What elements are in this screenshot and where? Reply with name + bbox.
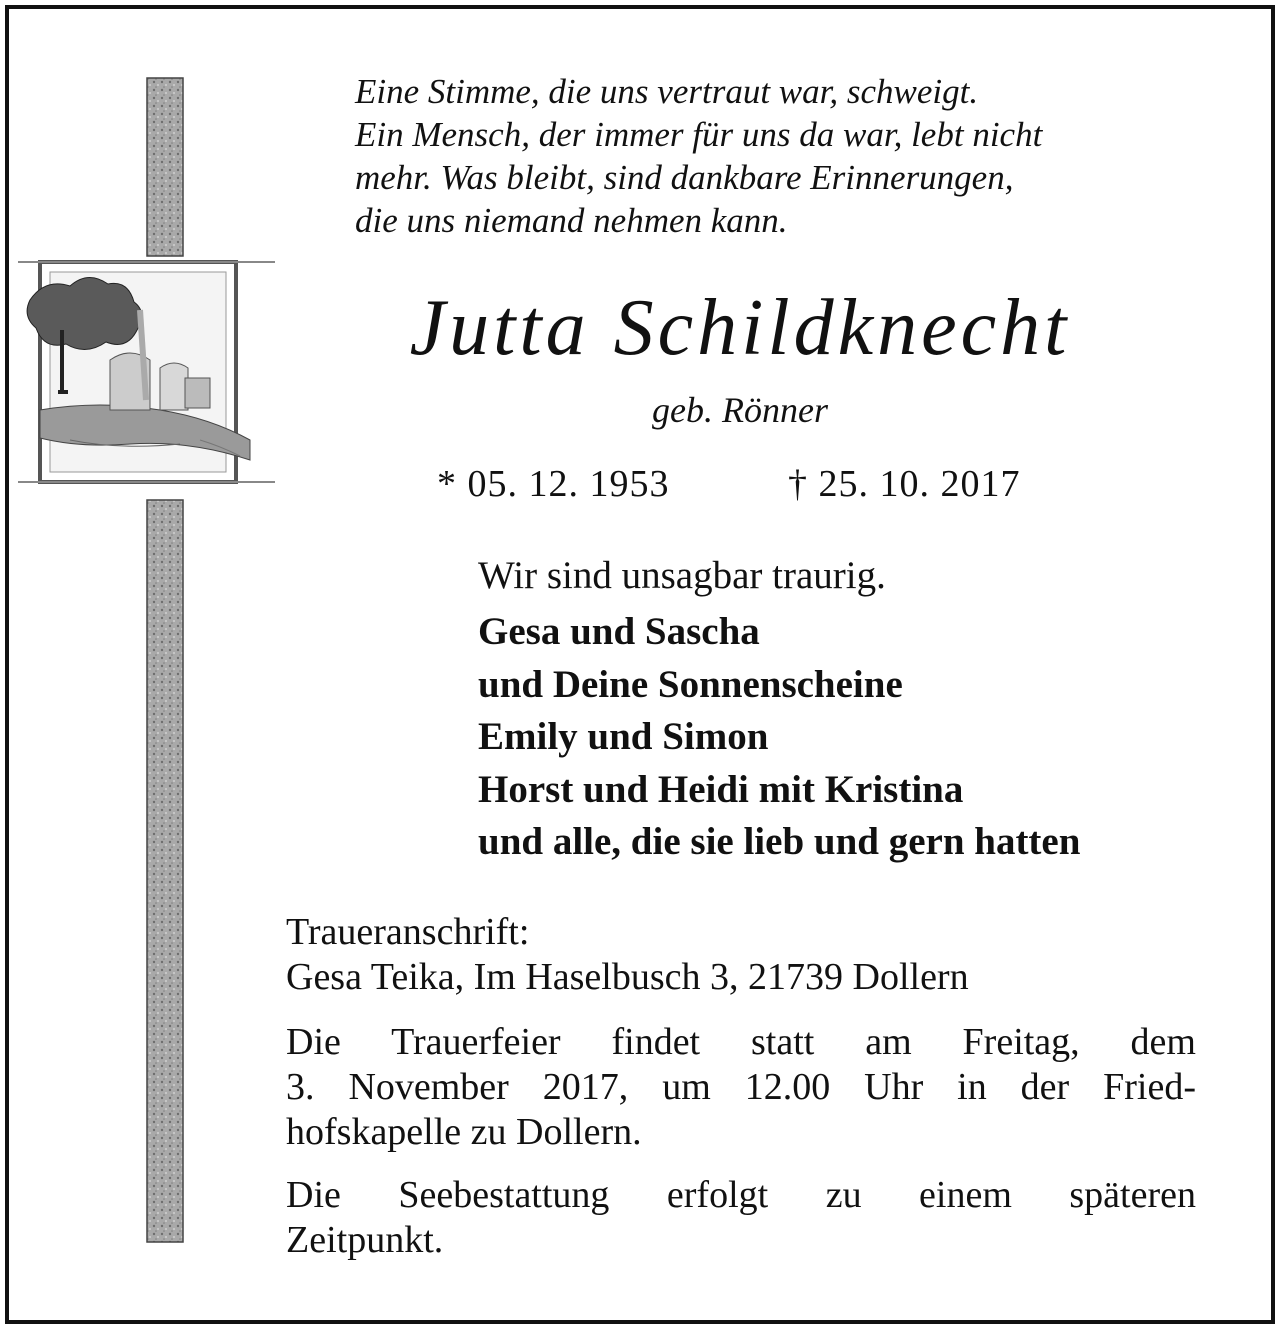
- memorial-poem: [355, 70, 1255, 242]
- burial-line: Die Seebestattung erfolgt zu einem späteren: [286, 1174, 1196, 1216]
- poem-line: Eine Stimme, die uns vertraut war, schweigt.: [355, 72, 979, 111]
- death-date: † 25. 10. 2017: [788, 463, 1021, 505]
- ceremony-info: [286, 1020, 1196, 1155]
- mourning-statement: Wir sind unsagbar traurig.: [478, 554, 886, 597]
- cross-ornament-icon: [0, 0, 300, 1329]
- mourning-address: [286, 910, 1196, 1000]
- mourners-list: [478, 606, 1080, 869]
- poem-line: mehr. Was bleibt, sind dankbare Erinnerungen,: [355, 158, 1014, 197]
- ceremony-line: 3. November 2017, um 12.00 Uhr in der Fried-: [286, 1066, 1196, 1108]
- address-label: Traueranschrift:: [286, 911, 530, 953]
- list-item: Emily und Simon: [478, 715, 769, 758]
- maiden-name: geb. Rönner: [652, 390, 828, 430]
- burial-line: Zeitpunkt.: [286, 1219, 444, 1261]
- birth-date: * 05. 12. 1953: [437, 463, 670, 505]
- deceased-name: Jutta Schildknecht: [409, 284, 1071, 372]
- poem-line: Ein Mensch, der immer für uns da war, lebt nicht: [355, 115, 1043, 154]
- ceremony-line: Die Trauerfeier findet statt am Freitag, dem: [286, 1021, 1196, 1063]
- list-item: Gesa und Sascha: [478, 610, 760, 653]
- list-item: und alle, die sie lieb und gern hatten: [478, 820, 1081, 863]
- burial-info: [286, 1173, 1196, 1263]
- list-item: Horst und Heidi mit Kristina: [478, 767, 964, 811]
- poem-line: die uns niemand nehmen kann.: [355, 201, 788, 240]
- address-line: Gesa Teika, Im Haselbusch 3, 21739 Dollern: [286, 956, 969, 998]
- ceremony-line: hofskapelle zu Dollern.: [286, 1111, 642, 1153]
- list-item: und Deine Sonnenscheine: [478, 662, 903, 706]
